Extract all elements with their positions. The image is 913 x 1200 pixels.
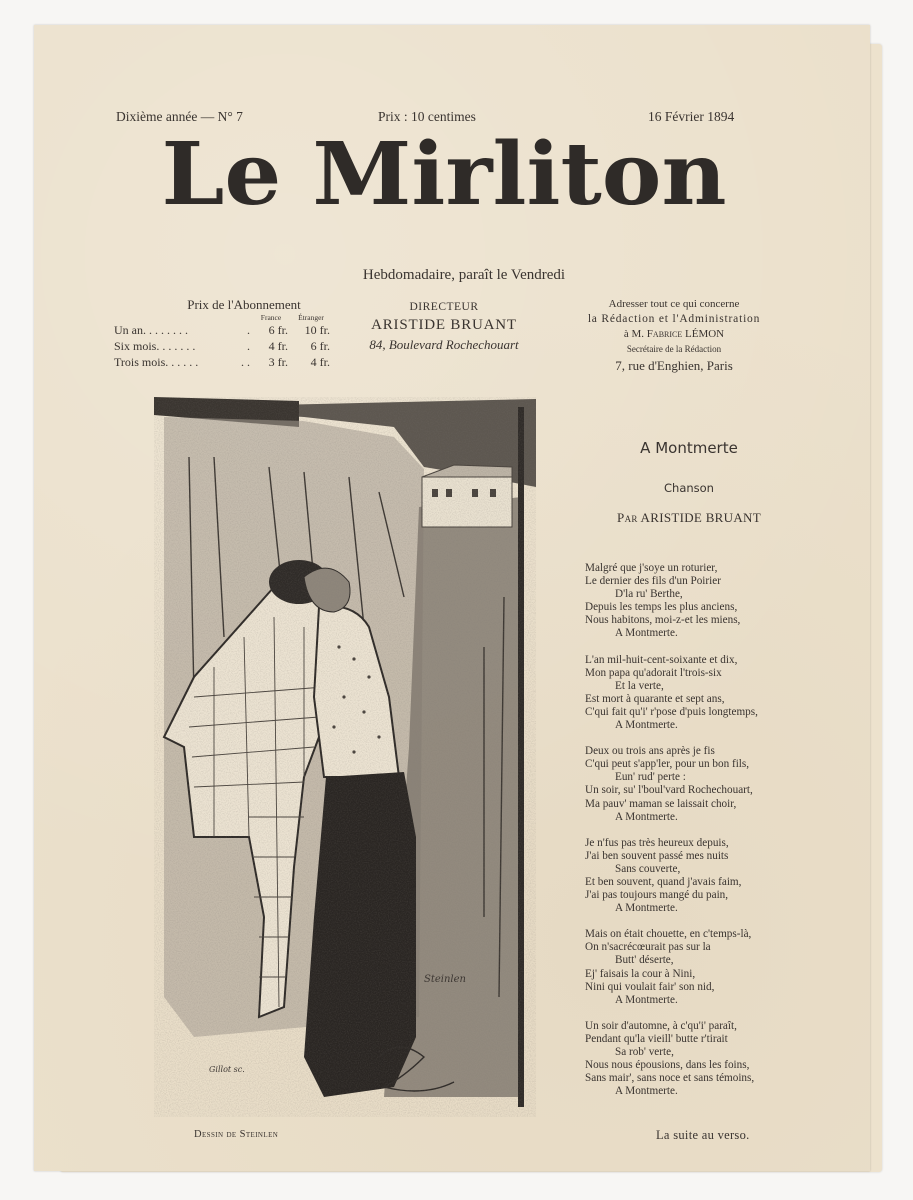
stanza: [585, 745, 825, 824]
song-author: Par ARISTIDE BRUANT: [617, 510, 761, 525]
lyric-line: Nini qui voulait fair' son nid,: [585, 980, 715, 993]
lyric-line: Malgré que j'soye un roturier,: [585, 562, 718, 574]
lyric-line: Depuis les temps les plus anciens,: [585, 601, 738, 614]
lyric-line: C'qui peut s'app'ler, pour un bon fils,: [585, 758, 750, 771]
lyric-line: J'ai ben souvent passé mes nuits: [585, 849, 729, 862]
stanza: [585, 654, 825, 733]
newspaper-page: [34, 25, 870, 1171]
lithograph-illustration: [154, 397, 536, 1117]
director-block: [334, 301, 554, 353]
lyric-line: Eun' rud' perte :: [615, 771, 686, 784]
lyric-line: Mon papa qu'adorait l'trois-six: [585, 666, 722, 679]
lyric-line: Ej' faisais la cour à Nini,: [585, 967, 696, 980]
lyric-line: Nous habitons, moi-z-et les miens,: [585, 614, 741, 627]
lyric-line: On n'sacrécœurait pas sur la: [585, 941, 711, 954]
issue-number: Dixième année — N° 7: [116, 109, 243, 124]
director-label: DIRECTEUR: [409, 301, 479, 313]
lyric-line: Pendant qu'la vieill' butte r'tirait: [585, 1032, 728, 1045]
lyric-line: Deux ou trois ans après je fis: [585, 745, 715, 758]
lyric-line: A Montmerte.: [615, 902, 678, 915]
lyric-line: Nous nous épousions, dans les foins,: [585, 1059, 750, 1072]
lyric-line: Ma pauv' maman se laissait choir,: [585, 797, 737, 810]
stanza: [585, 928, 825, 1007]
lyric-line: Mais on était chouette, en c'temps-là,: [585, 928, 752, 941]
issue-price: Prix : 10 centimes: [378, 109, 476, 124]
lyric-line: L'an mil-huit-cent-soixante et dix,: [585, 653, 738, 666]
lyric-line: Sans mair', sans noce et sans témoins,: [585, 1072, 755, 1085]
lyric-line: Un soir, su' l'boul'vard Rochechouart,: [585, 784, 753, 797]
administration-block: Adresser tout ce qui concerne la Rédaction et l'Administration à M. Fabrice LÉMON Secrétaire de la Rédaction 7, rue d'Enghien, Paris: [587, 298, 761, 373]
song-lyrics: [585, 562, 825, 1111]
issue-date: 16 Février 1894: [648, 109, 735, 124]
column-france: France: [260, 313, 282, 322]
stanza: [585, 562, 825, 641]
lyric-line: A Montmerte.: [615, 719, 678, 732]
lyric-line: A Montmerte.: [615, 627, 678, 640]
lyric-line: Et ben souvent, quand j'avais faim,: [585, 875, 742, 888]
illustration-credit: Dessin de Steinlen: [194, 1129, 279, 1140]
lyric-line: A Montmerte.: [615, 810, 678, 823]
subscription-table: [112, 313, 332, 370]
subscription-title: Prix de l'Abonnement: [187, 297, 301, 312]
stanza: [585, 1020, 825, 1099]
lyric-line: J'ai pas toujours mangé du pain,: [585, 889, 729, 902]
lyric-line: Et la verte,: [615, 679, 664, 692]
subscription-row: Trois mois. . . . . . . . 3 fr. 4 fr.: [114, 355, 330, 369]
masthead-title: Le Mirliton: [161, 124, 727, 225]
lyric-line: Butt' déserte,: [615, 954, 674, 967]
lyric-line: A Montmerte.: [615, 993, 678, 1006]
masthead-subtitle: Hebdomadaire, paraît le Vendredi: [362, 267, 566, 283]
subscription-row: Un an. . . . . . . . . 6 fr. 10 fr.: [114, 323, 330, 337]
song-title: A Montmerte: [640, 439, 738, 457]
lyric-line: D'la ru' Berthe,: [615, 588, 683, 601]
director-name: ARISTIDE BRUANT: [371, 317, 517, 333]
column-etranger: Étranger: [298, 313, 324, 322]
stanza: [585, 837, 825, 916]
director-address: 84, Boulevard Rochechouart: [369, 337, 519, 352]
lyric-line: A Montmerte.: [615, 1085, 678, 1098]
continued-notice: La suite au verso.: [656, 1128, 750, 1142]
lyric-line: Sans couverte,: [615, 862, 681, 875]
subscription-header-row: [112, 313, 332, 322]
lyric-line: Un soir d'automne, à c'qu'i' paraît,: [585, 1019, 737, 1032]
lyric-line: Sa rob' verte,: [615, 1046, 674, 1058]
lyric-line: Je n'fus pas très heureux depuis,: [585, 836, 729, 849]
lyric-line: Le dernier des fils d'un Poirier: [585, 575, 721, 588]
lyric-line: C'qui fait qu'i' r'pose d'puis longtemps,: [585, 705, 758, 718]
lyric-line: Est mort à quarante et sept ans,: [585, 692, 725, 705]
song-genre: Chanson: [664, 481, 714, 495]
subscription-row: Six mois. . . . . . . . 4 fr. 6 fr.: [114, 339, 330, 353]
